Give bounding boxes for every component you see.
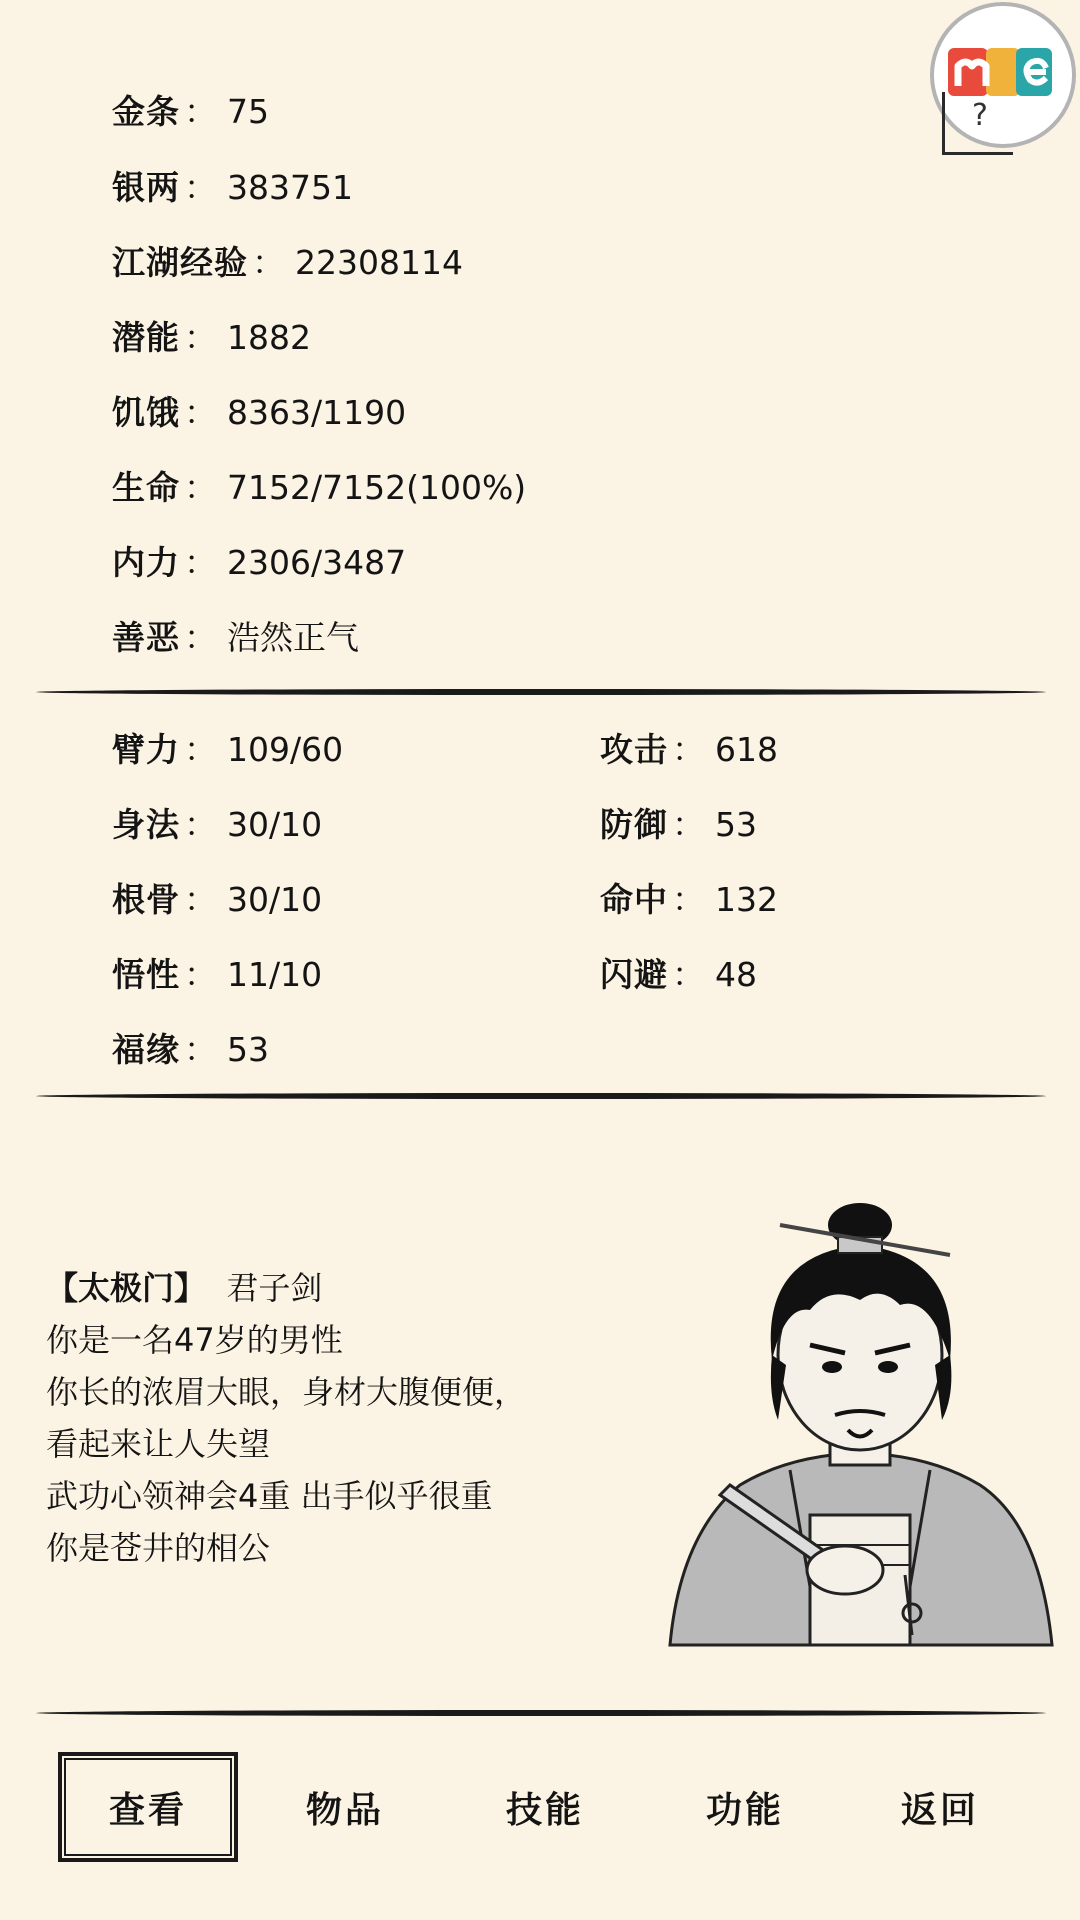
character-description: [46, 1262, 526, 1574]
desc-heading: 【太极门】 君子剑: [46, 1269, 323, 1307]
attr-defense: 防御 ： 53: [600, 805, 757, 844]
desc-line: 你长的浓眉大眼，身材大腹便便，: [46, 1373, 527, 1411]
stat-morality: 善恶 ： 浩然正气: [112, 618, 359, 657]
tab-back[interactable]: 返回: [900, 1789, 979, 1831]
help-mark[interactable]: ?: [972, 98, 988, 133]
attr-accuracy: 命中 ： 132: [600, 880, 778, 919]
stat-gold: 金条 ： 75: [112, 92, 269, 131]
attr-strength: 臂力 ： 109/60: [112, 730, 344, 769]
character-portrait: [660, 1185, 1060, 1655]
tab-view[interactable]: 查看: [58, 1752, 238, 1862]
desc-line: 你是苍井的相公: [46, 1529, 271, 1567]
stat-health: 生命 ： 7152/7152(100%): [112, 468, 527, 507]
bottom-tab-bar: [0, 1752, 1080, 1862]
stat-internal-power: 内力 ： 2306/3487: [112, 543, 407, 582]
attr-constitution: 根骨 ： 30/10: [112, 880, 323, 919]
divider-middle: [36, 1093, 1046, 1099]
divider-bottom: [36, 1710, 1046, 1716]
stat-potential: 潜能 ： 1882: [112, 318, 311, 357]
desc-line: 你是一名47岁的男性: [46, 1321, 343, 1359]
stat-hunger: 饥饿 ： 8363/1190: [112, 393, 407, 432]
tab-skills[interactable]: 技能: [505, 1789, 584, 1831]
desc-line: 看起来让人失望: [46, 1425, 271, 1463]
tab-items[interactable]: 物品: [305, 1789, 384, 1831]
attr-fortune: 福缘 ： 53: [112, 1030, 269, 1069]
attr-comprehension: 悟性 ： 11/10: [112, 955, 323, 994]
divider-top: [36, 689, 1046, 695]
attr-agility: 身法 ： 30/10: [112, 805, 323, 844]
attr-evasion: 闪避 ： 48: [600, 955, 757, 994]
attr-attack: 攻击 ： 618: [600, 730, 778, 769]
tab-functions[interactable]: 功能: [705, 1789, 784, 1831]
stat-experience: 江湖经验 ： 22308114: [112, 243, 463, 282]
desc-line: 武功心领神会4重 出手似乎很重: [46, 1477, 493, 1515]
stat-silver: 银两 ： 383751: [112, 168, 353, 207]
